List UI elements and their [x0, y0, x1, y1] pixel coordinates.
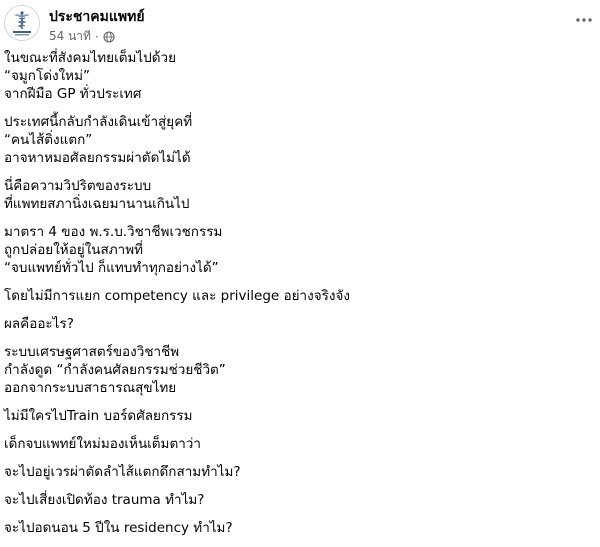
- post-meta: [49, 27, 115, 46]
- post-text-line: จะไปอดนอน 5 ปีใน residency ทำไม?: [4, 520, 233, 536]
- post-text-line: ที่แพทยสภานิ่งเฉยมานานเกินไป: [4, 196, 190, 212]
- post-text-line: “จบแพทย์ทั่วไป ก็แทบทำทุกอย่างได้”: [4, 260, 219, 276]
- post-paragraph: [4, 177, 594, 213]
- post-text-line: อาจหาหมอศัลยกรรมผ่าตัดไม่ได้: [4, 150, 191, 166]
- meta-separator: ·: [94, 29, 99, 44]
- post-text-line: ประเทศนี้กลับกำลังเดินเข้าสู่ยุคที่: [4, 114, 193, 130]
- post-paragraph: [4, 435, 594, 453]
- post-text-line: จะไปอยู่เวรผ่าตัดลำไส้แตกดึกสามทำไม?: [4, 464, 241, 480]
- post-paragraph: [4, 519, 594, 537]
- post-text-line: ออกจากระบบสาธารณสุขไทย: [4, 380, 177, 396]
- page-name[interactable]: ประชาคมแพทย์: [49, 9, 145, 25]
- post-text-line: มาตรา 4 ของ พ.ร.บ.วิชาชีพเวชกรรม: [4, 224, 223, 240]
- post-paragraph: [4, 343, 594, 397]
- post-text-line: ถูกปล่อยให้อยู่ในสภาพที่: [4, 242, 144, 258]
- post-paragraph: [4, 491, 594, 509]
- post-paragraph: [4, 463, 594, 481]
- post-text-line: ระบบเศรษฐศาสตร์ของวิชาชีพ: [4, 344, 180, 360]
- globe-icon[interactable]: [103, 31, 115, 43]
- post-text-line: กำลังดูด “กำลังคนศัลยกรรมช่วยชีวิต”: [4, 362, 226, 378]
- post-text-line: ในขณะที่สังคมไทยเต็มไปด้วย: [4, 50, 176, 66]
- post-body: [4, 49, 594, 547]
- post-text-line: ผลคืออะไร?: [4, 316, 74, 332]
- page-avatar[interactable]: [4, 5, 40, 41]
- more-dots-icon: [576, 18, 592, 22]
- post-text-line: “จมูกโด่งใหม่”: [4, 68, 90, 84]
- post-paragraph: [4, 315, 594, 333]
- post-timestamp[interactable]: 54 นาที: [49, 29, 91, 43]
- more-options-button[interactable]: [574, 10, 594, 30]
- post-paragraph: [4, 223, 594, 277]
- post-paragraph: [4, 113, 594, 167]
- post-text-line: โดยไม่มีการแยก competency และ privilege อย่างจริงจัง: [4, 288, 350, 304]
- post-paragraph: [4, 287, 594, 305]
- post-header: [0, 0, 600, 48]
- post-text-line: จะไปเสี่ยงเปิดท้อง trauma ทำไม?: [4, 492, 205, 508]
- post-paragraph: [4, 407, 594, 425]
- post-text-line: จากฝีมือ GP ทั่วประเทศ: [4, 86, 142, 102]
- post-text-line: ไม่มีใครไปTrain บอร์ดศัลยกรรม: [4, 408, 193, 424]
- post-text-line: นี่คือความวิปริตของระบบ: [4, 178, 152, 194]
- post-text-line: “คนไส้ติ่งแตก”: [4, 132, 93, 148]
- caduceus-logo-icon: [5, 6, 39, 40]
- post-text-line: เด็กจบแพทย์ใหม่มองเห็นเต็มตาว่า: [4, 436, 201, 452]
- post-paragraph: [4, 49, 594, 103]
